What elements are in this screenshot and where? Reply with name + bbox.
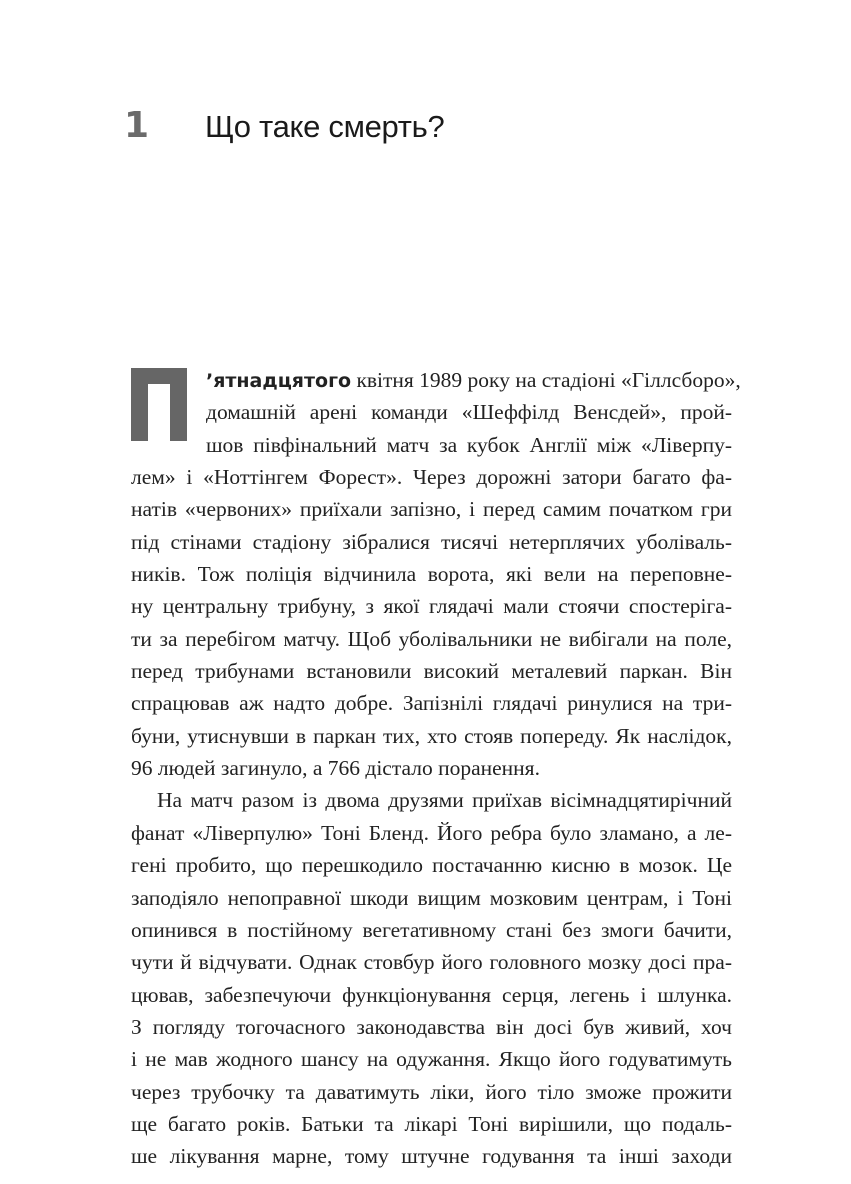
text-line: опинився в постійному вегетативному стані без змоги бачити, (131, 917, 732, 942)
text-line: через трубочку та даватимуть ліки, його тіло зможе прожити (131, 1079, 732, 1104)
text-line: гені пробито, що перешкодило постачанню кисню в мозок. Це (131, 853, 732, 878)
text-line: З погляду тогочасного законодавства він досі був живий, хоч (131, 1014, 732, 1039)
chapter-number: 1 (124, 105, 150, 146)
text-line: ’ятнадцятого квітня 1989 року на стадіоні «Гіллсборо», (206, 368, 741, 392)
text-line: спрацював аж надто добре. Запізнілі глядачі ринулися на три- (131, 691, 732, 716)
text-line: ників. Тож поліція відчинила ворота, які вели на переповне- (131, 562, 732, 587)
text-line: перед трибунами встановили високий металевий паркан. Він (131, 659, 732, 684)
text-line: заподіяло непоправної шкоди вищим мозковим центрам, і Тоні (131, 885, 732, 910)
text-line: під стінами стадіону зібралися тисячі нетерплячих уболіваль- (131, 529, 732, 554)
body-text (131, 364, 741, 1173)
text-line: чути й відчувати. Однак стовбур його головного мозку досі пра- (131, 950, 732, 975)
text-line: фанат «Ліверпулю» Тоні Бленд. Його ребра було зламано, а ле- (131, 820, 732, 845)
text-line: ше лікування марне, тому штучне годування та інші заходи (131, 1144, 732, 1169)
text-line: 96 людей загинуло, а 766 дістало поранення. (131, 756, 540, 781)
text-line: На матч разом із двома друзями приїхав вісімнадцятирічний (157, 788, 732, 813)
chapter-title: Що таке смерть? (205, 109, 445, 144)
text-line: ну центральну трибуну, з якої глядачі мали стоячи спостеріга- (131, 594, 732, 619)
lead-in-word: ’ятнадцятого (206, 370, 352, 392)
text-line: домашній арені команди «Шеффілд Венсдей», прой- (206, 400, 732, 425)
text-line: цював, забезпечуючи функціонування серця, легень і шлунка. (131, 982, 732, 1007)
text-line: шов півфінальний матч за кубок Англії між «Ліверпу- (206, 432, 732, 457)
text-line: буни, утиснувши в паркан тих, хто стояв попереду. Як наслідок, (131, 723, 732, 748)
text-line: лем» і «Ноттінгем Форест». Через дорожні затори багато фа- (131, 465, 732, 490)
text-line: ти за перебігом матчу. Щоб уболівальники не вибігали на поле, (131, 626, 732, 651)
text-line: ще багато років. Батьки та лікарі Тоні вирішили, що подаль- (131, 1111, 732, 1136)
text-line: натів «червоних» приїхали запізно, і перед самим початком гри (131, 497, 732, 522)
text-line: і не мав жодного шансу на одужання. Якщо його годуватимуть (131, 1047, 732, 1072)
